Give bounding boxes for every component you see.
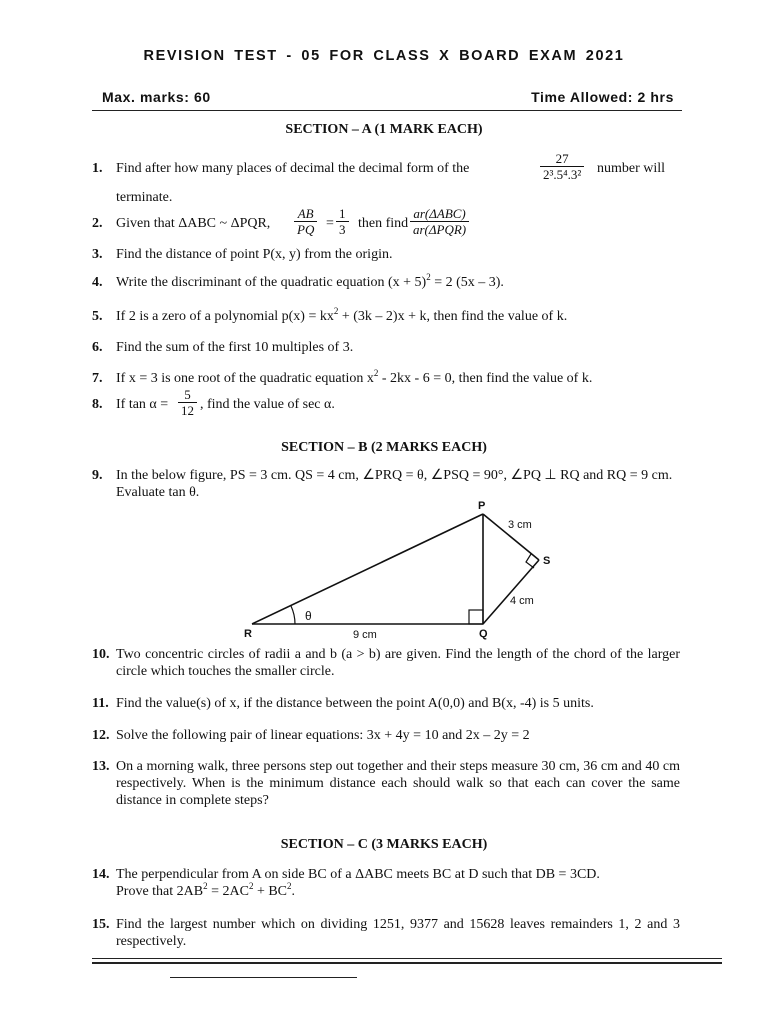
fraction — [540, 151, 584, 182]
question-number: 13. — [92, 759, 110, 774]
fraction-denominator: 3 — [339, 222, 346, 237]
question-number: 9. — [92, 468, 103, 483]
question-text-continued: terminate. — [116, 190, 173, 205]
segment-rp — [252, 514, 483, 624]
section-b-heading: SECTION – B (2 MARKS EACH) — [281, 440, 487, 455]
superscript: 2 — [333, 306, 339, 316]
fraction-denominator: ar(ΔPQR) — [413, 222, 467, 237]
question-text-line2a: Prove that 2AB — [116, 884, 204, 899]
max-marks: Max. marks: 60 — [102, 89, 211, 105]
superscript: 2 — [248, 881, 254, 891]
footer-divider — [92, 958, 722, 959]
question-text-tail: , find the value of sec α. — [200, 397, 335, 412]
question-5 — [92, 308, 680, 325]
question-text: On a morning walk, three persons step out together and their steps measure 30 cm, 36 cm and 40 cm respectively. When is the minimum distance each should walk so that each can cover the same distance in complete steps? — [116, 759, 680, 808]
time-allowed: Time Allowed: 2 hrs — [531, 89, 674, 105]
question-11 — [92, 695, 680, 712]
label-r: R — [244, 628, 252, 640]
question-text: In the below figure, PS = 3 cm. QS = 4 cm, ∠PRQ = θ, ∠PSQ = 90°, ∠PQ ⊥ RQ and RQ = 9 cm. Evaluate tan θ. — [116, 468, 673, 500]
question-text: Find the value(s) of x, if the distance between the point A(0,0) and B(x, -4) is 5 units. — [116, 696, 594, 711]
question-14 — [92, 866, 680, 900]
fraction-area-ratio — [410, 206, 469, 237]
fraction-numerator: 27 — [540, 151, 584, 167]
superscript: 2 — [203, 881, 208, 891]
question-text: If tan α = — [116, 397, 169, 412]
question-text: The perpendicular from A on side BC of a ΔABC meets BC at D such that DB = 3CD. — [116, 867, 600, 882]
question-7 — [92, 370, 680, 387]
question-6 — [92, 339, 680, 356]
question-12 — [92, 727, 680, 744]
theta-arc — [291, 606, 295, 624]
question-9 — [92, 467, 680, 501]
question-text-mid: then find — [358, 216, 409, 231]
fraction-numerator: ar(ΔABC) — [410, 206, 469, 222]
question-text: If 2 is a zero of a polynomial p(x) = kx — [116, 309, 334, 324]
question-text: Find the sum of the first 10 multiples of 3. — [116, 340, 354, 355]
superscript: 2 — [426, 272, 431, 282]
question-number: 5. — [92, 309, 103, 324]
question-text: If x = 3 is one root of the quadratic equation x — [116, 371, 374, 386]
question-text-line2d: . — [291, 884, 296, 899]
fraction-denominator: 2³.5⁴.3² — [543, 167, 582, 182]
label-p: P — [478, 500, 486, 512]
question-number: 4. — [92, 275, 103, 290]
header-divider — [92, 110, 682, 111]
question-number: 7. — [92, 371, 103, 386]
question-number: 11. — [92, 696, 109, 711]
label-ps-length: 3 cm — [508, 519, 532, 531]
fraction-ab-pq — [294, 206, 317, 237]
fraction-denominator: 12 — [181, 403, 194, 418]
question-10 — [92, 646, 680, 680]
question-text-tail: = 2 (5x – 3). — [430, 275, 504, 290]
fraction-five-twelfths — [178, 387, 197, 418]
question-2 — [92, 206, 680, 237]
question-number: 15. — [92, 917, 110, 932]
question-number: 1. — [92, 161, 103, 176]
equals-sign: = — [326, 216, 334, 231]
fraction-numerator: 5 — [178, 387, 197, 403]
question-number: 6. — [92, 340, 103, 355]
question-number: 8. — [92, 397, 103, 412]
question-text: Given that ΔABC ~ ΔPQR, — [116, 216, 271, 231]
question-text: Solve the following pair of linear equations: 3x + 4y = 10 and 2x – 2y = 2 — [116, 728, 530, 743]
question-number: 10. — [92, 647, 110, 662]
segment-sq — [483, 560, 539, 624]
superscript: 2 — [373, 368, 379, 378]
label-theta: θ — [305, 609, 312, 623]
question-number: 12. — [92, 728, 110, 743]
question-text-tail: number will — [597, 161, 666, 176]
question-number: 14. — [92, 867, 110, 882]
superscript: 2 — [287, 881, 292, 891]
question-text-line2c: + BC — [253, 884, 288, 899]
label-q: Q — [479, 628, 488, 640]
question-4 — [92, 274, 680, 291]
question-3 — [92, 246, 680, 263]
question-text: Find the distance of point P(x, y) from the origin. — [116, 247, 393, 262]
label-s: S — [543, 555, 551, 567]
question-number: 2. — [92, 216, 103, 231]
section-a-heading: SECTION – A (1 MARK EACH) — [285, 122, 483, 137]
fraction-one-third — [336, 206, 349, 237]
fraction-denominator: PQ — [297, 222, 315, 237]
question-8 — [92, 387, 680, 418]
question-text: Two concentric circles of radii a and b (a > b) are given. Find the length of the chord of the larger circle which touches the smaller circle. — [116, 647, 680, 679]
question-1 — [92, 151, 680, 206]
triangle-figure — [230, 498, 570, 646]
question-15 — [92, 916, 680, 950]
question-text-tail: - 2kx - 6 = 0, then find the value of k. — [378, 371, 593, 386]
paper-title: REVISION TEST - 05 FOR CLASS X BOARD EXAM 2021 — [143, 48, 625, 64]
question-text-tail: + (3k – 2)x + k, then find the value of k. — [338, 309, 568, 324]
right-angle-mark-q — [469, 610, 483, 624]
footer-divider-thick — [92, 962, 722, 964]
label-qs-length: 4 cm — [510, 595, 534, 607]
question-number: 3. — [92, 247, 103, 262]
footer-short-rule — [170, 977, 357, 978]
fraction-numerator: 1 — [336, 206, 349, 222]
question-text-line2b: = 2AC — [207, 884, 249, 899]
fraction-numerator: AB — [294, 206, 317, 222]
question-text: Find the largest number which on dividing 1251, 9377 and 15628 leaves remainders 1, 2 and 3 respectively. — [116, 917, 680, 949]
section-c-heading: SECTION – C (3 MARKS EACH) — [280, 837, 488, 852]
question-13 — [92, 758, 680, 809]
label-rq-length: 9 cm — [353, 629, 377, 641]
question-text: Write the discriminant of the quadratic equation (x + 5) — [116, 275, 427, 290]
question-text: Find after how many places of decimal the decimal form of the — [116, 161, 470, 176]
